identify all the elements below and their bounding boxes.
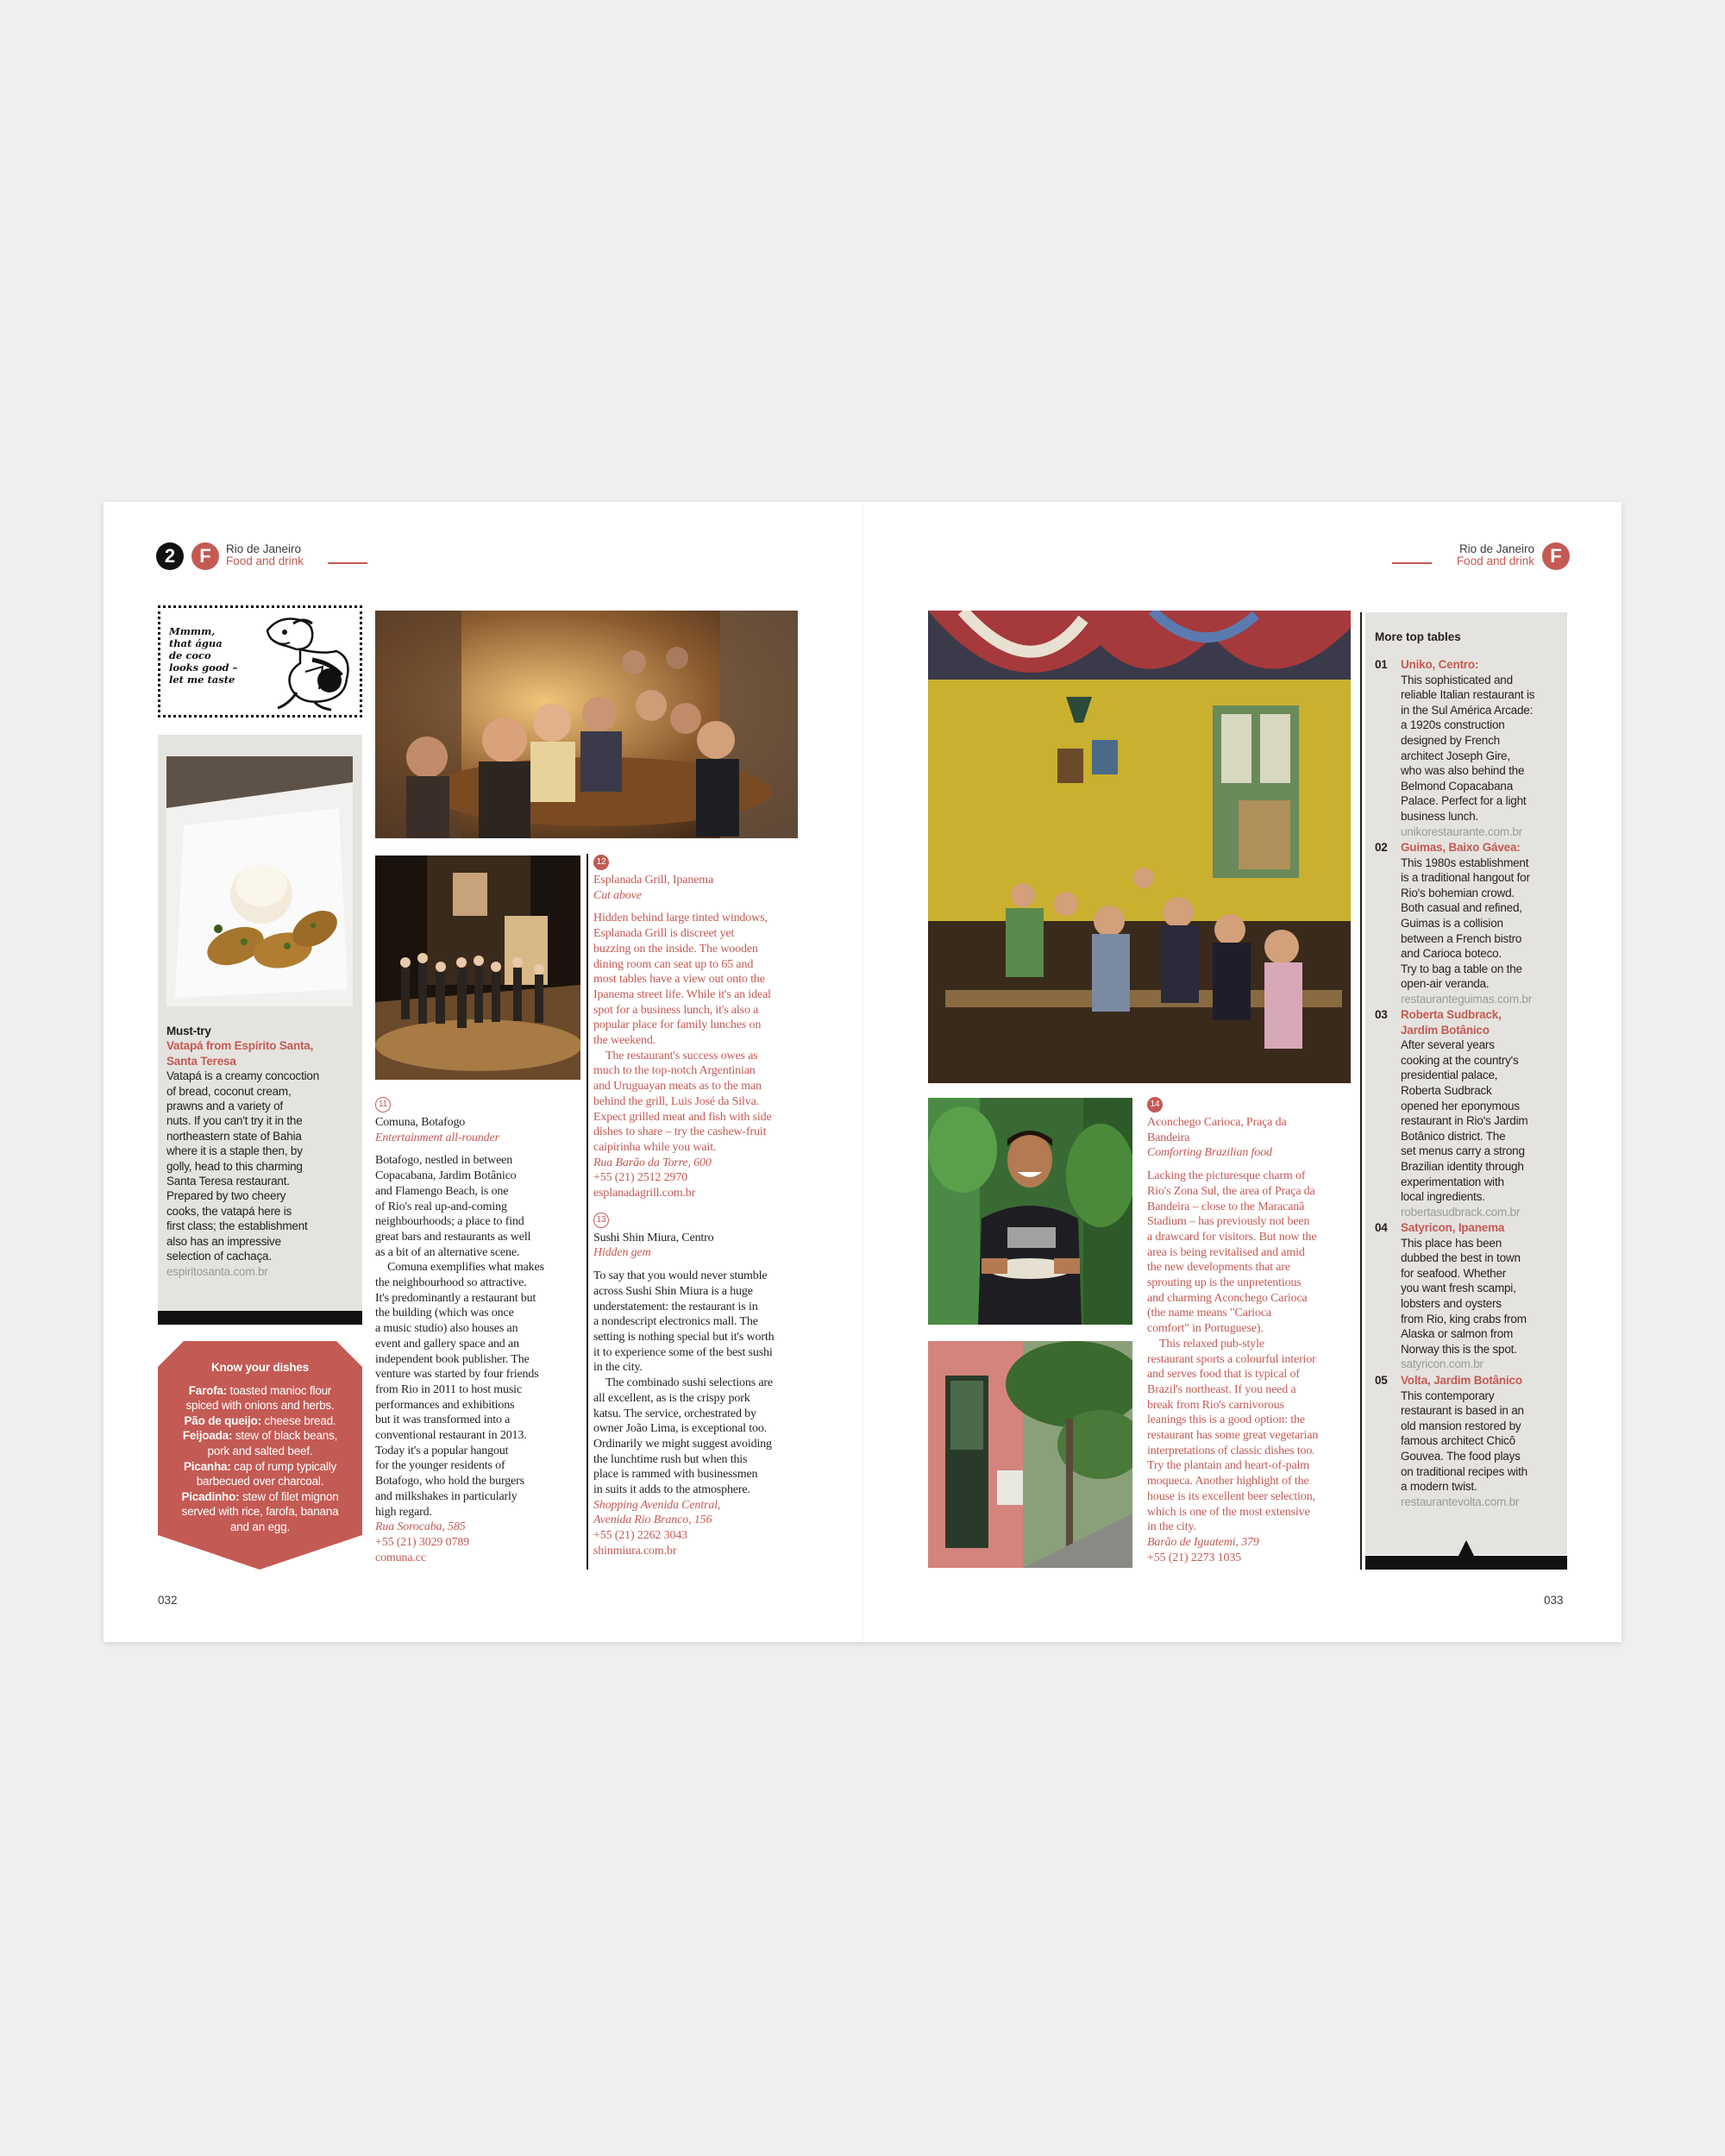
column-divider <box>586 854 588 1570</box>
caption-line: that água <box>169 637 223 649</box>
article-paragraph: The restaurant's success owes as much to the top-notch Argentinian and Uruguayan meats as to the man behind the grill, Luis José da Silva. Expect grilled meat and fish with side dishes to share – try the cashew-fruit caipirinha while you wait. <box>593 1049 772 1154</box>
article-name: Aconchego Carioca, Praça da <box>1147 1116 1287 1129</box>
article-address: Rua Barão da Torre, 600 <box>593 1156 712 1169</box>
header-rule <box>328 562 367 564</box>
restaurant-name: Guimas, Baixo Gávea: <box>1401 841 1521 854</box>
article-number-badge: 11 <box>375 1097 391 1112</box>
header-rule <box>1392 562 1432 564</box>
article-paragraph: Lacking the picturesque charm of Rio's Zona Sul, the area of Praça da Bandeira – close to the Maracanã Stadium – has previously not been a drawcard for visitors. But now the area is being revitalised and amid the new developments that are sprouting up is the unpretentious and charming Aconchego Carioca (the name means "Carioca comfort" in Portuguese). <box>1147 1169 1317 1336</box>
caption-line: Mmmm, <box>169 625 216 637</box>
cartoon-figure-illustration <box>262 611 359 713</box>
must-try-text <box>166 1024 356 1279</box>
panel-base-bar <box>1365 1540 1567 1570</box>
cartoon-box <box>158 605 362 718</box>
article-paragraph: The combinado sushi selections are all excellent, as is the crispy pork katsu. The service, orchestrated by owner João Lima, is exceptional too. Ordinarily we might suggest avoiding the lunchtime rush but when this place is rammed with businessmen in suits it adds to the atmosphere. <box>593 1376 773 1497</box>
know-your-dishes-heading: Know your dishes <box>210 1361 310 1374</box>
article-number-badge: 14 <box>1147 1097 1163 1112</box>
text-line: golly, head to this charming <box>166 1159 303 1173</box>
restaurant-name: Satyricon, Ipanema <box>1401 1221 1505 1234</box>
restaurant-name: Uniko, Centro: <box>1401 658 1479 671</box>
header-section: Food and drink <box>1456 555 1534 567</box>
article-paragraph: Comuna exemplifies what makes the neighbourhood so attractive. It's predominantly a restaurant but the building (which was once a music studio) also houses an event and gallery space and an independent book publisher. The venture was started by four friends from Rio in 2011 to host music performances and exhibitions but it was transformed into a conventional restaurant in 2013. Today it's a popular hangout for the younger residents of Botafogo, who hold the burgers and milkshakes in particularly high regard. <box>375 1261 544 1519</box>
vatapa-dish-photo <box>166 756 353 1006</box>
article-tagline: Hidden gem <box>593 1246 651 1260</box>
column-divider <box>1360 612 1362 1570</box>
smiling-waiter-photo <box>928 1098 1132 1325</box>
caption-line: let me taste <box>169 674 235 686</box>
article-name: Comuna, Botafogo <box>375 1116 466 1129</box>
dish-item-line: pork and salted beef. <box>207 1444 313 1457</box>
restaurant-url[interactable]: unikorestaurante.com.br <box>1401 824 1522 838</box>
top-table-item: 04 Satyricon, Ipanema This place has been dubbed the best in town for seafood. Whether you want fresh scampi, lobsters and oysters from Rio, king crabs from Alaska or salmon from Norway this is the spot. satyricon.com.br <box>1375 1220 1565 1372</box>
item-number: 02 <box>1375 841 1388 854</box>
text-line: Santa Teresa restaurant. <box>166 1175 290 1188</box>
header-city: Rio de Janeiro <box>226 542 302 555</box>
article-website-link[interactable]: shinmiura.com.br <box>593 1544 677 1557</box>
restaurant-name: Roberta Sudbrack, <box>1401 1008 1502 1021</box>
must-try-heading: Must-try <box>166 1025 211 1037</box>
text-line: where it is a staple then, by <box>166 1144 303 1158</box>
item-number: 04 <box>1375 1221 1388 1234</box>
restaurant-url[interactable]: satyricon.com.br <box>1401 1357 1484 1371</box>
text-line: Vatapá is a creamy concoction <box>166 1069 320 1083</box>
article-address: Barão de Iguatemi, 379 <box>1147 1535 1259 1549</box>
article-name: Bandeira <box>1147 1131 1190 1144</box>
article-address: Avenida Rio Branco, 156 <box>593 1514 712 1527</box>
caption-line: de coco <box>169 649 211 661</box>
article-tagline: Cut above <box>593 888 642 902</box>
section-letter-badge: F <box>1542 542 1570 570</box>
spine-shadow <box>862 502 864 1642</box>
dish-item: Farofa: toasted manioc flour <box>188 1383 332 1397</box>
page-number-right: 033 <box>1544 1594 1564 1607</box>
header-section: Food and drink <box>226 555 304 567</box>
top-table-item: 01 Uniko, Centro: This sophisticated and reliable Italian restaurant is in the Sul América Arcade: a 1920s construction designed by French architect Joseph Gire, who was also behind the Belmond Copacabana Palace. Perfect for a light business lunch. unikorestaurante.com.br <box>1375 657 1565 839</box>
text-line: first class; the establishment <box>166 1219 308 1233</box>
text-line: Prepared by two cheery <box>166 1189 286 1203</box>
page-number-left: 032 <box>158 1594 178 1607</box>
article-paragraph: This relaxed pub-style restaurant sports a colourful interior and serves food that is typical of Brazil's northeast. If you need a break from Rio's carnivorous leanings this is a good option: the restaurant has some great vegetarian interpretations of classic dishes too. Try the plantain and heart-of-palm moqueca. Another highlight of the house is its excellent beer selection, which is one of the most extensive in the city. <box>1147 1337 1319 1534</box>
more-top-tables-heading: More top tables <box>1375 630 1461 643</box>
article-phone: +55 (21) 2512 2970 <box>593 1171 688 1185</box>
dish-item: Picanha: cap of rump typically <box>183 1459 337 1473</box>
article-phone: +55 (21) 2273 1035 <box>1147 1551 1242 1564</box>
article-paragraph: Hidden behind large tinted windows, Esplanada Grill is discreet yet buzzing on the inside. The wooden dining room can seat up to 65 and most tables have a view out onto the Ipanema street life. While it's an ideal spot for a business lunch, it's also a popular place for family lunches on the weekend. <box>593 912 771 1048</box>
must-try-dish: Vatapá from Espírito Santa, <box>166 1039 314 1053</box>
must-try-url[interactable]: espiritosanta.com.br <box>166 1264 268 1278</box>
left-running-header <box>226 543 304 567</box>
article-number-badge: 13 <box>593 1213 609 1228</box>
top-table-item: 05 Volta, Jardim Botânico This contemporary restaurant is based in an old mansion restored by famous architect Chicô Gouvea. The food plays on traditional recipes with a modern twist. restaurantevolta.com.br <box>1375 1373 1565 1509</box>
chapter-number-badge: 2 <box>156 542 184 570</box>
article-aconchego-carioca <box>1147 1096 1354 1565</box>
text-line: northeastern state of Bahia <box>166 1129 302 1143</box>
text-line: nuts. If you can't try it in the <box>166 1114 303 1128</box>
colourful-restaurant-interior-photo <box>928 611 1351 1083</box>
restaurant-url[interactable]: robertasudbrack.com.br <box>1401 1205 1521 1219</box>
top-table-item: 02 Guimas, Baixo Gávea: This 1980s establishment is a traditional hangout for Rio's bohemian crowd. Both casual and refined, Guimas is a collision between a French bistro and Carioca boteco. Try to bag a table on the open-air veranda. restauranteguimas.com.br <box>1375 840 1565 1007</box>
caption-line: looks good – <box>169 661 238 674</box>
restaurant-url[interactable]: restaurantevolta.com.br <box>1401 1495 1520 1508</box>
article-comuna <box>375 1096 580 1565</box>
night-street-photo <box>375 856 580 1080</box>
article-paragraph: To say that you would never stumble across Sushi Shin Miura is a huge understatement: the restaurant is in a nondescript electronics mall. The setting is nothing special but it's worth it to experience some of the best sushi in the city. <box>593 1269 775 1375</box>
restaurant-url[interactable]: restauranteguimas.com.br <box>1401 992 1533 1006</box>
article-website-link[interactable]: comuna.cc <box>375 1551 426 1564</box>
article-website-link[interactable]: esplanadagrill.com.br <box>593 1187 696 1200</box>
pink-storefront-photo <box>928 1341 1132 1568</box>
article-name: Sushi Shin Miura, Centro <box>593 1231 714 1244</box>
article-sushi-shin-miura <box>593 1212 799 1559</box>
item-number: 05 <box>1375 1374 1388 1387</box>
dish-item-line: spiced with onions and herbs. <box>185 1399 335 1413</box>
text-line: cooks, the vatapá here is <box>166 1204 292 1218</box>
restaurant-name: Jardim Botânico <box>1401 1023 1490 1037</box>
article-address: Rua Sorocaba, 585 <box>375 1520 466 1534</box>
text-line: also has an impressive <box>166 1234 281 1248</box>
right-running-header <box>1438 543 1534 567</box>
know-your-dishes-text <box>164 1360 356 1535</box>
header-city: Rio de Janeiro <box>1458 542 1534 555</box>
item-number: 03 <box>1375 1008 1388 1021</box>
top-table-item: 03 Roberta Sudbrack, Jardim Botânico After several years cooking at the country's presidential palace, Roberta Sudbrack opened her eponymous restaurant in Rio's Jardim Botânico district. The set menus carry a strong Brazilian identity through experimentation with local ingredients. robertasudbrack.com.br <box>1375 1007 1565 1219</box>
article-esplanada-grill <box>593 854 799 1559</box>
dish-item: Pão de queijo: cheese bread. <box>184 1413 336 1427</box>
dish-item-line: served with rice, farofa, banana <box>181 1505 339 1519</box>
item-number: 01 <box>1375 658 1388 671</box>
article-paragraph: Botafogo, nestled in between Copacabana, Jardim Botânico and Flamengo Beach, is one of Rio's real up-and-coming neighbourhoods; a place to find great bars and restaurants as well as a bit of an alternative scene. <box>375 1154 531 1259</box>
panel-base-bar <box>158 1311 362 1325</box>
text-line: of bread, coconut cream, <box>166 1084 292 1098</box>
restaurant-name: Volta, Jardim Botânico <box>1401 1374 1522 1387</box>
dish-item-line: barbecued over charcoal. <box>196 1475 324 1489</box>
dish-item: Picadinho: stew of filet mignon <box>181 1489 339 1503</box>
article-phone: +55 (21) 3029 0789 <box>375 1535 470 1549</box>
article-name: Esplanada Grill, Ipanema <box>593 874 714 887</box>
must-try-dish: Santa Teresa <box>166 1054 236 1068</box>
text-line: prawns and a variety of <box>166 1100 283 1113</box>
crowded-bar-photo <box>375 611 798 838</box>
article-address: Shopping Avenida Central, <box>593 1498 721 1512</box>
article-tagline: Comforting Brazilian food <box>1147 1146 1272 1160</box>
article-phone: +55 (21) 2262 3043 <box>593 1529 688 1543</box>
text-line: selection of cachaça. <box>166 1250 272 1263</box>
article-tagline: Entertainment all-rounder <box>375 1131 499 1144</box>
section-letter-badge: F <box>191 542 219 570</box>
dish-item-line: and an egg. <box>229 1520 291 1533</box>
dish-item: Feijoada: stew of black beans, <box>182 1429 338 1443</box>
cartoon-caption <box>169 625 237 686</box>
article-number-badge: 12 <box>593 855 609 870</box>
